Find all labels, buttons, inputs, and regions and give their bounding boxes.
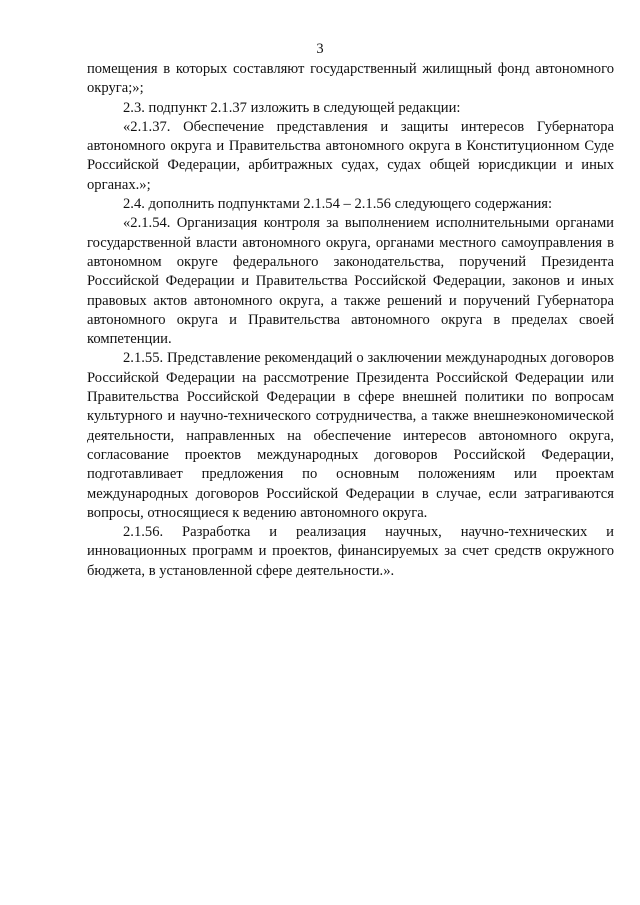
document-body	[87, 60, 614, 581]
paragraph-item-2-3: 2.3. подпункт 2.1.37 изложить в следующей редакции:	[123, 99, 461, 116]
page-number: 3	[316, 41, 324, 57]
paragraph-subitem-2-1-54: «2.1.54. Организация контроля за выполнением исполнительными органами государственной власти автономного округа, органами местного самоуправления в автономном округе федерального законодательства, поручений Президента Российской Федерации и Правительства Российской Федерации, законов и иных правовых актов автономного округа, а также решений и поручений Губернатора автономного округа и Правительства автономного округа в пределах своей компетенции.	[87, 215, 614, 348]
paragraph-continuation: помещения в которых составляют государственный жилищный фонд автономного округа;»;	[87, 61, 614, 97]
paragraph-subitem-2-1-56: 2.1.56. Разработка и реализация научных, научно-технических и инновационных программ и проектов, финансируемых за счет средств окружного бюджета, в установленной сфере деятельности.».	[87, 524, 614, 579]
paragraph-subitem-2-1-37: «2.1.37. Обеспечение представления и защиты интересов Губернатора автономного округа и Правительства автономного округа в Конституционном Суде Российской Федерации, арбитражных судах, судах общей юрисдикции и иных органах.»;	[87, 118, 614, 193]
paragraph-item-2-4: 2.4. дополнить подпунктами 2.1.54 – 2.1.56 следующего содержания:	[123, 196, 553, 213]
paragraph-subitem-2-1-55: 2.1.55. Представление рекомендаций о заключении международных договоров Российской Федерации на рассмотрение Президента Российской Федерации или Правительства Российской Федерации в сфере внешней политики по вопросам культурного и научно-технического сотрудничества, а также внешнеэкономической деятельности, направленных на обеспечение интересов автономного округа, согласование проектов международных договоров Российской Федерации, подготавливает предложения по основным положениям или проектам международных договоров Российской Федерации в случае, если затрагиваются вопросы, относящиеся к ведению автономного округа.	[87, 350, 614, 521]
